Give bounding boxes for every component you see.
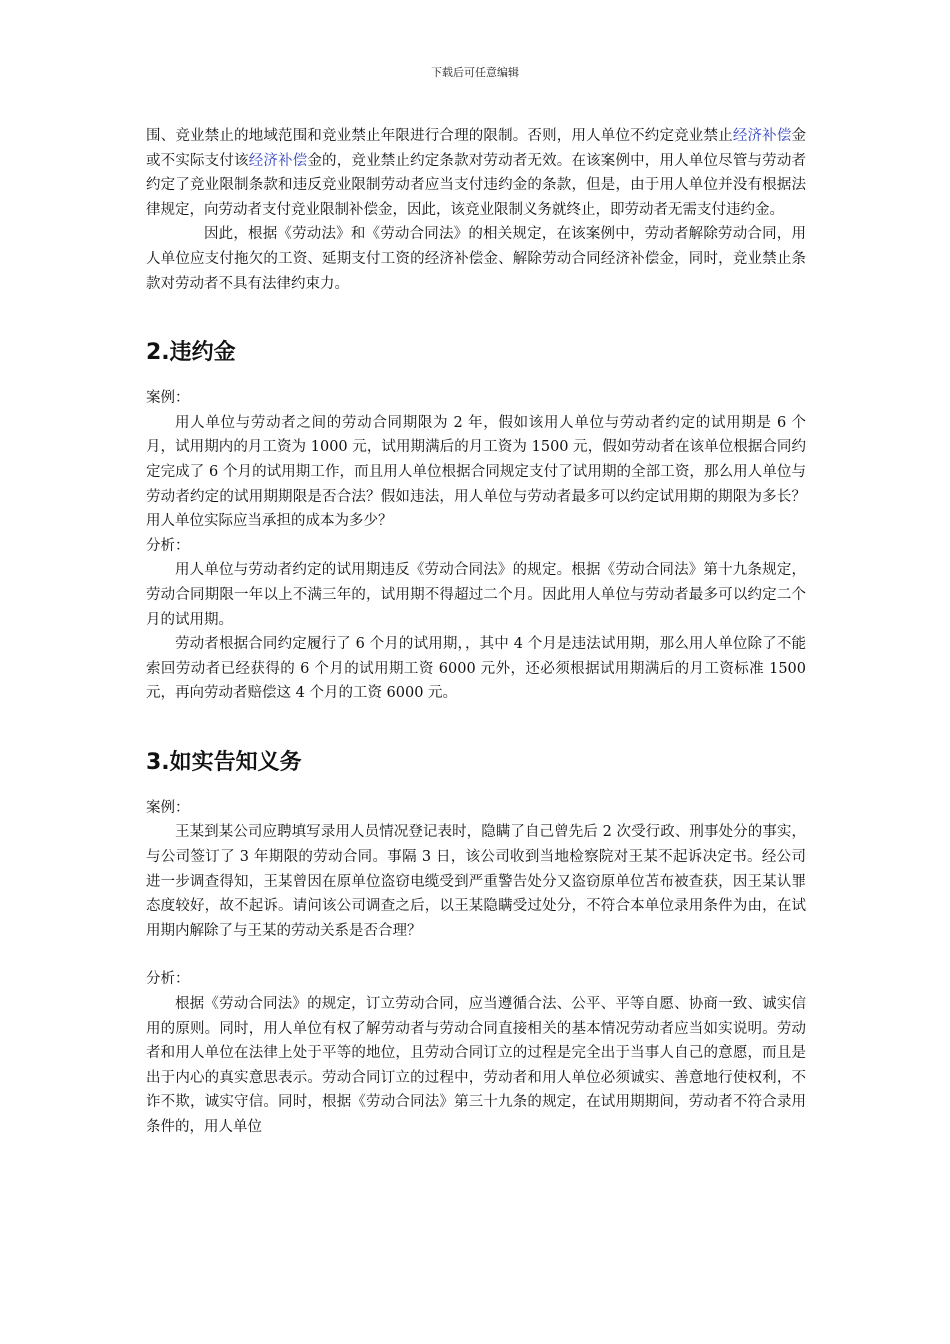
analysis-label: 分析： [146, 537, 190, 554]
text-run: 金或不实际支付该 [146, 128, 807, 169]
text-run: 金的，竞业禁止约定条款对劳动者无效。在该案例中，用人单位尽管与劳动者约定了竞业限制条款和违反竞业限制劳动者应当支付违约金的条款，但是，由于用人单位并没有根据法律规定，向劳动者支付竞业限制补偿金，因此，该竞业限制义务就终止，即劳动者无需支付违约金。 [146, 152, 807, 218]
case-paragraph: 用人单位与劳动者之间的劳动合同期限为 2 年，假如该用人单位与劳动者约定的试用期是 6 个月，试用期内的月工资为 1000 元，试用期满后的月工资为 1500 元，假如劳动者在该单位根据合同约定完成了 6 个月的试用期工作，而且用人单位根据合同规定支付了试用期的全部工资，那么用人单位与劳动者约定的试用期期限是否合法？假如违法，用人单位与劳动者最多可以约定试用期的期限为多长？用人单位实际应当承担的成本为多少？ [146, 414, 806, 530]
hyperlink[interactable]: 经济补偿 [732, 128, 792, 144]
section-heading: 2.违约金 [146, 340, 236, 366]
section-heading: 3.如实告知义务 [146, 749, 302, 775]
analysis-paragraph: 劳动者根据合同约定履行了 6 个月的试用期，，其中 4 个月是违法试用期，那么用人单位除了不能索回劳动者已经获得的 6 个月的试用期工资 6000 元外，还必须根据试用期满后的月工资标准 1500 元，再向劳动者赔偿这 4 个月的工资 6000 元。 [146, 636, 806, 702]
analysis-paragraph: 根据《劳动合同法》的规定，订立劳动合同，应当遵循合法、公平、平等自愿、协商一致、诚实信用的原则。同时，用人单位有权了解劳动者与劳动合同直接相关的基本情况劳动者应当如实说明。劳动者和用人单位在法律上处于平等的地位，且劳动合同订立的过程是完全出于当事人自己的意愿，而且是出于内心的真实意思表示。劳动合同订立的过程中，劳动者和用人单位必须诚实、善意地行使权利，不诈不欺，诚实守信。同时，根据《劳动合同法》第三十九条的规定，在试用期期间，劳动者不符合录用条件的，用人单位 [146, 996, 806, 1135]
text-run: 围、竞业禁止的地域范围和竞业禁止年限进行合理的限制。否则，用人单位不约定竞业禁止 [146, 128, 733, 144]
paragraph [146, 124, 806, 222]
case-paragraph: 王某到某公司应聘填写录用人员情况登记表时，隐瞒了自己曾先后 2 次受行政、刑事处分的事实，与公司签订了 3 年期限的劳动合同。事隔 3 日，该公司收到当地检察院对王某不起诉决定书。经公司进一步调查得知，王某曾因在原单位盗窃电缆受到严重警告处分又盗窃原单位苫布被查获，因王某认罪态度较好，故不起诉。请问该公司调查之后，以王某隐瞒受过处分，不符合本单位录用条件为由，在试用期内解除了与王某的劳动关系是否合理？ [146, 824, 806, 939]
case-label: 案例： [146, 799, 190, 816]
analysis-label: 分析： [146, 971, 190, 988]
hyperlink[interactable]: 经济补偿 [248, 152, 308, 169]
page-header: 下载后可任意编辑 [431, 66, 519, 79]
analysis-paragraph: 用人单位与劳动者约定的试用期违反《劳动合同法》的规定。根据《劳动合同法》第十九条规定，劳动合同期限一年以上不满三年的，试用期不得超过二个月。因此用人单位与劳动者最多可以约定二个月的试用期。 [146, 562, 806, 628]
case-label: 案例： [146, 390, 190, 407]
document-body [146, 124, 806, 1140]
paragraph: 因此，根据《劳动法》和《劳动合同法》的相关规定，在该案例中，劳动者解除劳动合同，用人单位应支付拖欠的工资、延期支付工资的经济补偿金、解除劳动合同经济补偿金，同时，竞业禁止条款对劳动者不具有法律约束力。 [146, 226, 806, 292]
